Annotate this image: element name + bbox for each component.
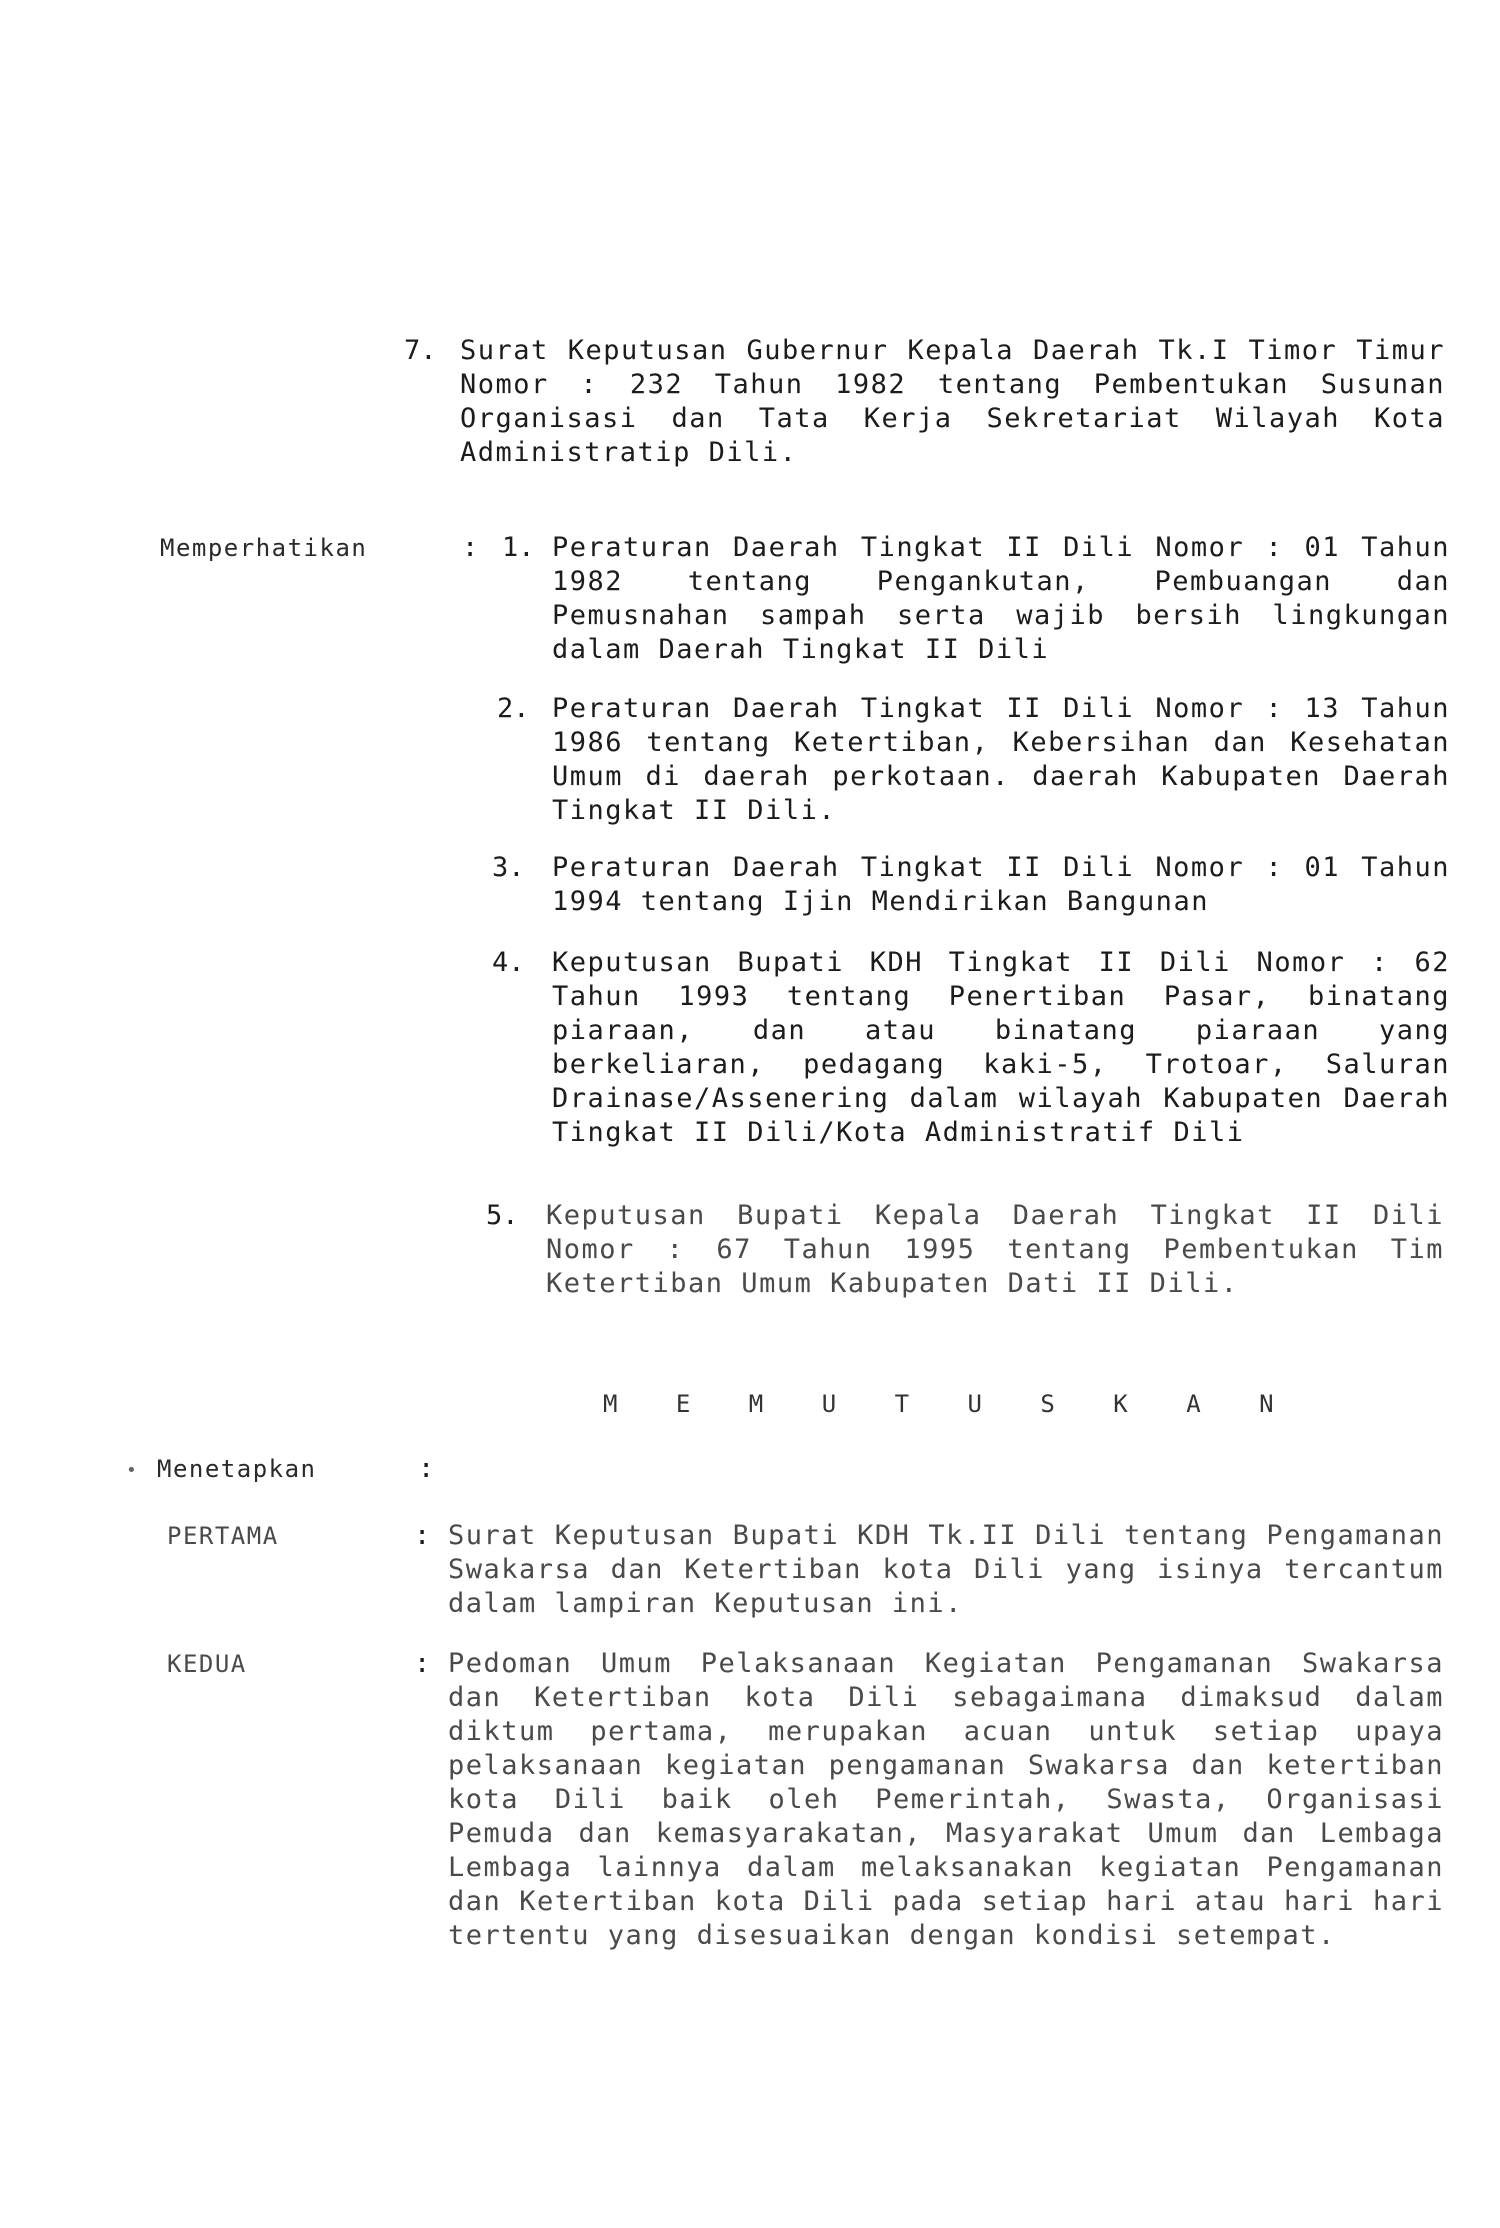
memperhatikan-colon: : [462, 532, 479, 563]
menetapkan-label: Menetapkan [157, 1455, 317, 1483]
memperhatikan-item-1-text: Peraturan Daerah Tingkat II Dili Nomor : 01 Tahun 1982 tentang Pengankutan, Pembuangan dan Pemusnahan sampah serta wajib bersih lingkungan dalam Daerah Tingkat II Dili [552, 532, 1450, 665]
kedua-colon: : [414, 1648, 431, 1679]
pertama-colon: : [414, 1520, 431, 1551]
menetapkan-colon: : [418, 1453, 435, 1484]
memperhatikan-item-3-number: 3. [492, 852, 525, 883]
memperhatikan-label: Memperhatikan [160, 534, 368, 562]
memperhatikan-item-2-text: Peraturan Daerah Tingkat II Dili Nomor : 13 Tahun 1986 tentang Ketertiban, Kebersihan dan Kesehatan Umum di daerah perkotaan. daerah Kabupaten Daerah Tingkat II Dili. [552, 693, 1450, 826]
memperhatikan-item-3-text: Peraturan Daerah Tingkat II Dili Nomor : 01 Tahun 1994 tentang Ijin Mendirikan Bangunan [552, 852, 1450, 917]
memperhatikan-item-4-number: 4. [492, 947, 525, 978]
kedua-label: KEDUA [167, 1650, 247, 1678]
pertama-label: PERTAMA [167, 1522, 279, 1550]
memperhatikan-item-1-number: 1. [502, 532, 535, 563]
memperhatikan-item-2-number: 2. [497, 693, 530, 724]
memperhatikan-item-4-text: Keputusan Bupati KDH Tingkat II Dili Nomor : 62 Tahun 1993 tentang Penertiban Pasar, binatang piaraan, dan atau binatang piaraan yang berkeliaran, pedagang kaki-5, Trotoar, Saluran Drainase/Assenering dalam wilayah Kabupaten Daerah Tingkat II Dili/Kota Administratif Dili [552, 947, 1450, 1148]
item-7-number: 7. [404, 335, 437, 366]
margin-mark: • [126, 1460, 137, 1481]
kedua-text: Pedoman Umum Pelaksanaan Kegiatan Pengamanan Swakarsa dan Ketertiban kota Dili sebagaimana dimaksud dalam diktum pertama, merupakan acuan untuk setiap upaya pelaksanaan kegiatan pengamanan Swakarsa dan ketertiban kota Dili baik oleh Pemerintah, Swasta, Organisasi Pemuda dan kemasyarakatan, Masyarakat Umum dan Lembaga Lembaga lainnya dalam melaksanakan kegiatan Pengamanan dan Ketertiban kota Dili pada setiap hari atau hari hari tertentu yang disesuaikan dengan kondisi setempat. [448, 1648, 1444, 1951]
item-7-text: Surat Keputusan Gubernur Kepala Daerah Tk.I Timor Timur Nomor : 232 Tahun 1982 tentang Pembentukan Susunan Organisasi dan Tata Kerja Sekretariat Wilayah Kota Administratip Dili. [460, 335, 1445, 468]
memperhatikan-item-5-number: 5. [486, 1200, 519, 1231]
memutuskan-heading: M E M U T U S K A N [603, 1390, 1296, 1418]
pertama-text: Surat Keputusan Bupati KDH Tk.II Dili tentang Pengamanan Swakarsa dan Ketertiban kota Dili yang isinya tercantum dalam lampiran Keputusan ini. [448, 1520, 1444, 1619]
memperhatikan-item-5-text: Keputusan Bupati Kepala Daerah Tingkat II Dili Nomor : 67 Tahun 1995 tentang Pembentukan Tim Ketertiban Umum Kabupaten Dati II Dili. [546, 1200, 1444, 1299]
